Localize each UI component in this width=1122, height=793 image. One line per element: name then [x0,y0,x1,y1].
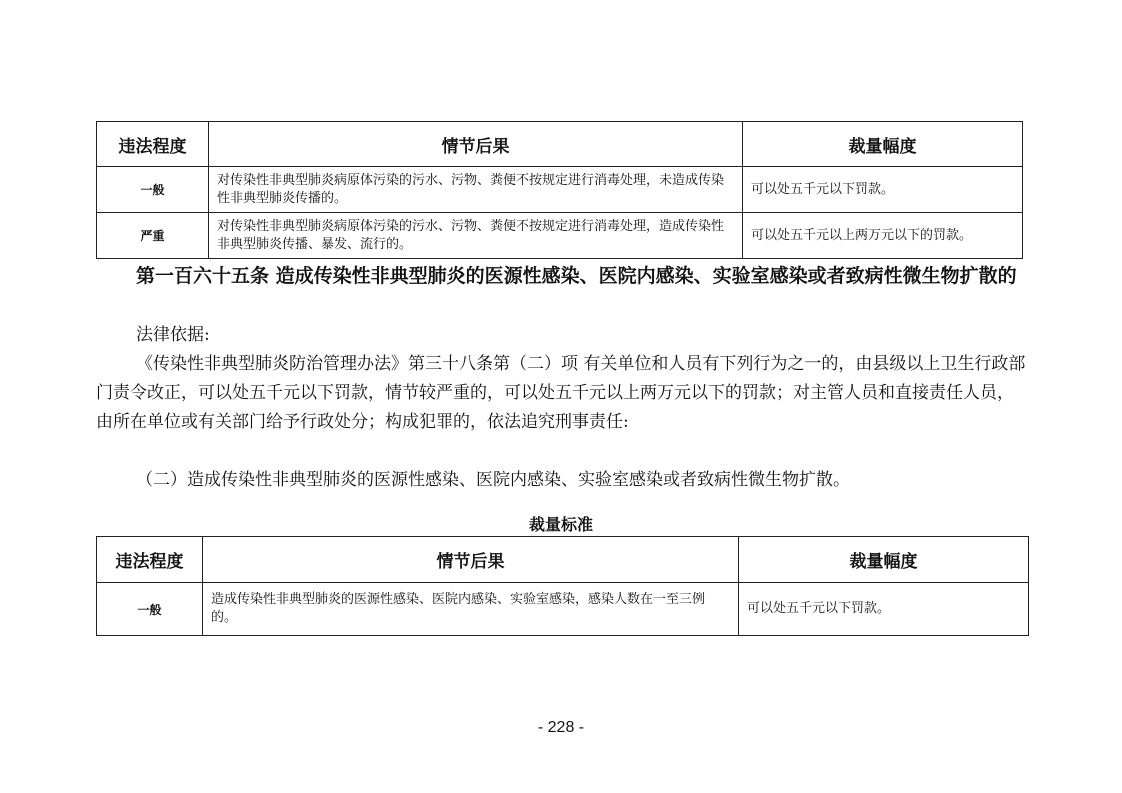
page-number: - 228 - [537,719,585,736]
penalty-table-2 [96,536,1029,636]
legal-basis-label: 法律依据: [136,325,210,345]
table-header-row [97,122,1023,167]
header-penalty-range: 裁量幅度 [743,122,1023,167]
penalty-table-1 [96,121,1023,259]
violation-level-cell: 一般 [97,167,209,213]
header-penalty-range: 裁量幅度 [739,537,1029,583]
violation-level-cell: 严重 [97,213,209,259]
violation-level-cell: 一般 [97,583,203,636]
table-header-row [97,537,1029,583]
table-row [97,167,1023,213]
article-heading: 第一百六十五条 造成传染性非典型肺炎的医源性感染、医院内感染、实验室感染或者致病性微生物扩散的 [136,265,1017,287]
penalty-cell: 可以处五千元以下罚款。 [743,167,1023,213]
header-violation-level: 违法程度 [97,537,203,583]
circumstance-cell: 对传染性非典型肺炎病原体污染的污水、污物、粪便不按规定进行消毒处理，造成传染性非典型肺炎传播、暴发、流行的。 [209,213,743,259]
circumstance-cell: 对传染性非典型肺炎病原体污染的污水、污物、粪便不按规定进行消毒处理，未造成传染性非典型肺炎传播的。 [209,167,743,213]
table-row [97,213,1023,259]
law-item-text: （二）造成传染性非典型肺炎的医源性感染、医院内感染、实验室感染或者致病性微生物扩散。 [136,470,850,490]
table-caption: 裁量标准 [528,515,593,534]
header-circumstance: 情节后果 [209,122,743,167]
circumstance-cell: 造成传染性非典型肺炎的医源性感染、医院内感染、实验室感染，感染人数在一至三例的。 [203,583,739,636]
penalty-cell: 可以处五千元以上两万元以下的罚款。 [743,213,1023,259]
law-text: 《传染性非典型肺炎防治管理办法》第三十八条第（二）项 有关单位和人员有下列行为之一的，由县级以上卫生行政部门责令改正，可以处五千元以下罚款，情节较严重的，可以处五千元以上两万元以下的罚款；对主管人员和直接责任人员，由所在单位或有关部门给予行政处分；构成犯罪的，依法追究刑事责任: [96,354,1026,432]
penalty-cell: 可以处五千元以下罚款。 [739,583,1029,636]
header-circumstance: 情节后果 [203,537,739,583]
table-row [97,583,1029,636]
header-violation-level: 违法程度 [97,122,209,167]
